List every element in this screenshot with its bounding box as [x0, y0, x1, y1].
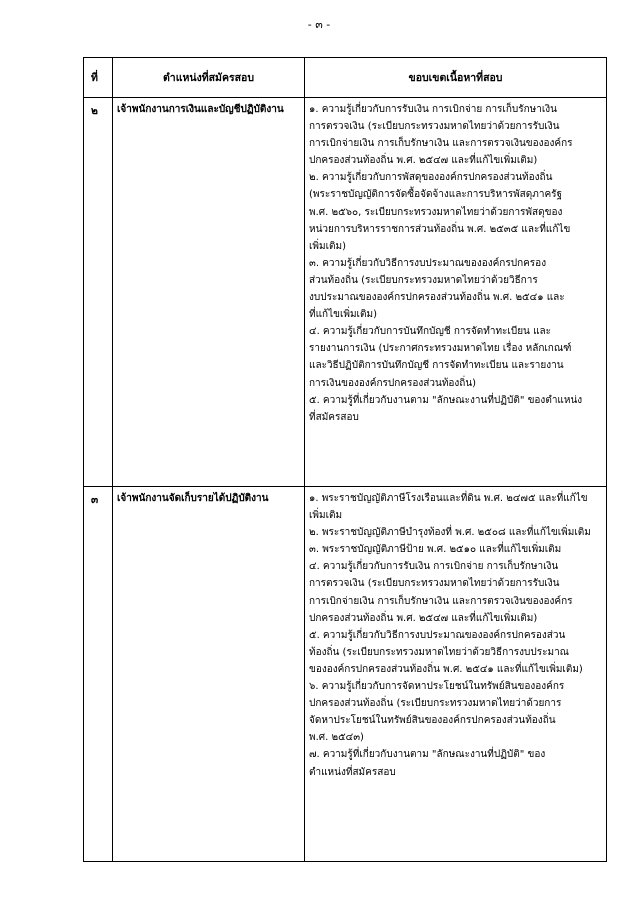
scope-line: ปกครองส่วนท้องถิ่น พ.ศ. ๒๕๔๗ และที่แก้ไขเพิ่มเติม) — [309, 612, 538, 624]
table-header-row — [84, 58, 607, 98]
scope-line: ปกครองส่วนท้องถิ่น พ.ศ. ๒๕๔๗ และที่แก้ไขเพิ่มเติม) — [309, 155, 538, 167]
row-number: ๒ — [84, 98, 113, 487]
scope-line: ๖. ความรู้เกี่ยวกับการจัดหาประโยชน์ในทรัพย์สินขององค์กร — [309, 681, 565, 693]
row-position: เจ้าพนักงานการเงินและบัญชีปฏิบัติงาน — [113, 98, 305, 487]
scope-line: ๕. ความรู้ที่เกี่ยวกับงานตาม "ลักษณะงานที่ปฏิบัติ" ของตำแหน่ง — [309, 394, 583, 406]
scope-line: หน่วยการบริหารราชการส่วนท้องถิ่น พ.ศ. ๒๕๓๕ และที่แก้ไข — [309, 223, 571, 235]
scope-line: ขององค์กรปกครองส่วนท้องถิ่น พ.ศ. ๒๕๔๑ และที่แก้ไขเพิ่มเติม) — [309, 663, 583, 675]
scope-line: ตำแหน่งที่สมัครสอบ — [309, 766, 396, 778]
scope-line: การตรวจเงิน (ระเบียบกระทรวงมหาดไทยว่าด้วยการรับเงิน — [309, 121, 560, 133]
scope-line: ๕. ความรู้เกี่ยวกับวิธีการงบประมาณขององค์กรปกครองส่วน — [309, 629, 566, 641]
scope-line: ๓. ความรู้เกี่ยวกับวิธีการงบประมาณขององค์กรปกครอง — [309, 257, 547, 269]
scope-line: พ.ศ. ๒๕๖๐, ระเบียบกระทรวงมหาดไทยว่าด้วยการพัสดุของ — [309, 206, 563, 218]
header-no: ที่ — [84, 58, 113, 98]
scope-line: การเบิกจ่ายเงิน การเก็บรักษาเงิน และการตรวจเงินขององค์กร — [309, 595, 573, 607]
scope-line: ๔. ความรู้เกี่ยวกับการรับเงิน การเบิกจ่าย การเก็บรักษาเงิน — [309, 561, 559, 573]
scope-line: การตรวจเงิน (ระเบียบกระทรวงมหาดไทยว่าด้วยการรับเงิน — [309, 578, 560, 590]
scope-line: ท้องถิ่น (ระเบียบกระทรวงมหาดไทยว่าด้วยวิธีการงบประมาณ — [309, 646, 569, 658]
scope-line: ๒. ความรู้เกี่ยวกับการพัสดุขององค์กรปกครองส่วนท้องถิ่น — [309, 172, 553, 184]
row-position: เจ้าพนักงานจัดเก็บรายได้ปฏิบัติงาน — [113, 487, 305, 862]
scope-line: และวิธีปฏิบัติการบันทึกบัญชี การจัดทำทะเบียน และรายงาน — [309, 360, 564, 372]
scope-line: พ.ศ. ๒๕๔๓) — [309, 732, 364, 744]
scope-line: ๔. ความรู้เกี่ยวกับการบันทึกบัญชี การจัดทำทะเบียน และ — [309, 326, 552, 338]
row-scope — [305, 487, 607, 862]
exam-scope-table — [83, 57, 607, 862]
scope-line: ๗. ความรู้ที่เกี่ยวกับงานตาม "ลักษณะงานที่ปฏิบัติ" ของ — [309, 749, 546, 761]
scope-line: งบประมาณขององค์กรปกครองส่วนท้องถิ่น พ.ศ. ๒๕๔๑ และ — [309, 292, 565, 304]
page-number: - ๓ - — [307, 18, 331, 31]
table-row — [84, 98, 607, 487]
scope-line: ๑. พระราชบัญญัติภาษีโรงเรือนและที่ดิน พ.ศ. ๒๔๗๕ และที่แก้ไข — [309, 493, 588, 504]
scope-line: ๑. ความรู้เกี่ยวกับการรับเงิน การเบิกจ่าย การเก็บรักษาเงิน — [309, 104, 558, 115]
scope-line: รายงานการเงิน (ประกาศกระทรวงมหาดไทย เรื่อง หลักเกณฑ์ — [309, 343, 572, 355]
row-scope — [305, 98, 607, 487]
scope-line: ๒. พระราชบัญญัติภาษีบำรุงท้องที่ พ.ศ. ๒๕๐๘ และที่แก้ไขเพิ่มเติม — [309, 527, 591, 539]
scope-line: เพิ่มเติม) — [309, 240, 347, 252]
header-position: ตำแหน่งที่สมัครสอบ — [113, 58, 305, 98]
scope-line: ปกครองส่วนท้องถิ่น (ระเบียบกระทรวงมหาดไทยว่าด้วยการ — [309, 698, 562, 710]
scope-line: ที่สมัครสอบ — [309, 411, 359, 423]
scope-line: ที่แก้ไขเพิ่มเติม) — [309, 309, 377, 321]
scope-line: (พระราชบัญญัติการจัดซื้อจัดจ้างและการบริหารพัสดุภาครัฐ — [309, 189, 563, 201]
scope-line: ส่วนท้องถิ่น (ระเบียบกระทรวงมหาดไทยว่าด้วยวิธีการ — [309, 274, 538, 286]
scope-line: การเงินขององค์กรปกครองส่วนท้องถิ่น) — [309, 377, 477, 389]
scope-line: ๓. พระราชบัญญัติภาษีป้าย พ.ศ. ๒๕๑๐ และที่แก้ไขเพิ่มเติม — [309, 544, 562, 556]
scope-line: เพิ่มเติม — [309, 510, 343, 522]
row-number: ๓ — [84, 487, 113, 862]
scope-line: การเบิกจ่ายเงิน การเก็บรักษาเงิน และการตรวจเงินขององค์กร — [309, 138, 573, 150]
scope-line: จัดหาประโยชน์ในทรัพย์สินขององค์กรปกครองส่วนท้องถิ่น — [309, 715, 556, 727]
header-scope: ขอบเขตเนื้อหาที่สอบ — [305, 58, 607, 98]
table-row — [84, 487, 607, 862]
